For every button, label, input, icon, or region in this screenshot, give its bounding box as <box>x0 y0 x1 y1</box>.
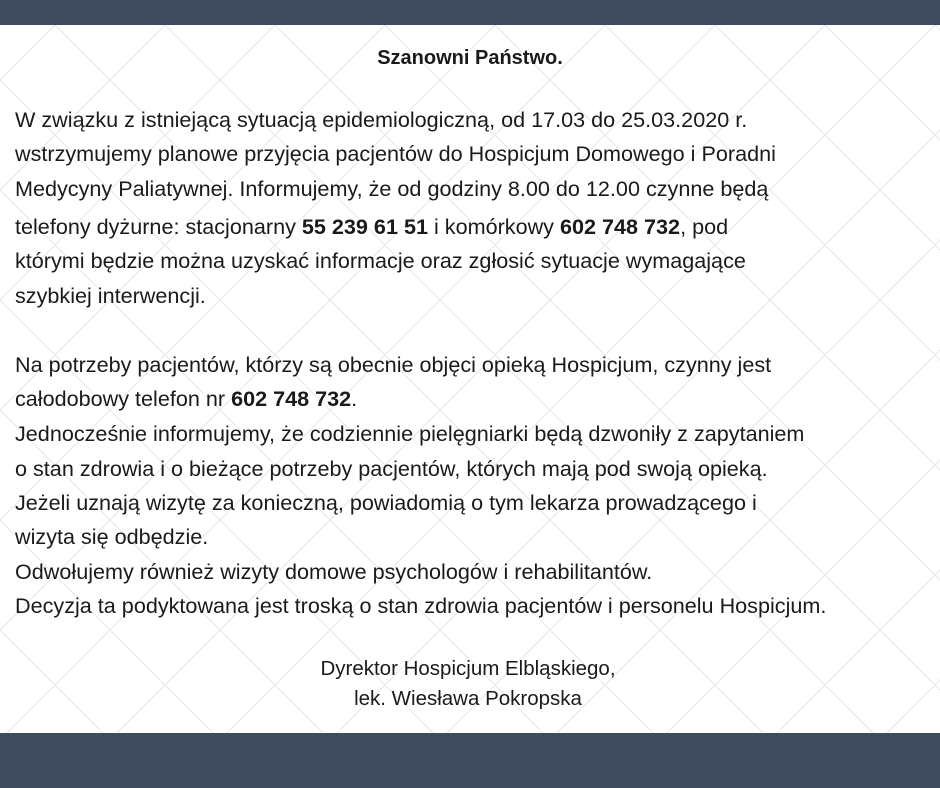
round-the-clock-period: . <box>351 386 358 411</box>
paragraph-2-line-2 <box>15 385 357 413</box>
paragraph-1-line-2: wstrzymujemy planowe przyjęcia pacjentów do Hospicjum Domowego i Poradni <box>15 141 776 166</box>
paragraph-2-line-4: o stan zdrowia i o bieżące potrzeby pacjentów, których mają pod swoją opieką. <box>15 456 768 481</box>
paragraph-1-line-6: szybkiej interwencji. <box>15 283 206 308</box>
paragraph-2-line-6: wizyta się odbędzie. <box>15 524 209 549</box>
bottom-banner-bar <box>0 733 940 788</box>
round-the-clock-phone-number: 602 748 732 <box>231 386 352 411</box>
notice-content <box>0 25 940 733</box>
paragraph-2-line-8: Decyzja ta podyktowana jest troską o stan zdrowia pacjentów i personelu Hospicjum. <box>15 593 827 618</box>
paragraph-2-line-5: Jeżeli uznają wizytę za konieczną, powiadomią o tym lekarza prowadzącego i <box>15 490 757 515</box>
mobile-phone-number: 602 748 732 <box>559 214 681 239</box>
notice-title: Szanowni Państwo. <box>377 47 563 69</box>
paragraph-1-line-4 <box>15 213 728 241</box>
mobile-intro-text: i komórkowy <box>427 214 560 239</box>
phones-outro-text: , pod <box>680 214 729 239</box>
landline-phone-number: 55 239 61 51 <box>301 214 428 239</box>
paragraph-2-line-3: Jednocześnie informujemy, że codziennie pielęgniarki będą dzwoniły z zapytaniem <box>15 421 805 446</box>
signature-name: lek. Wiesława Pokropska <box>354 687 582 710</box>
paragraph-1-line-5: którymi będzie można uzyskać informacje oraz zgłosić sytuacje wymagające <box>15 248 746 273</box>
paragraph-2-line-7: Odwołujemy również wizyty domowe psychologów i rehabilitantów. <box>15 559 653 584</box>
round-the-clock-intro-text: całodobowy telefon nr <box>15 386 232 411</box>
paragraph-2-line-1: Na potrzeby pacjentów, którzy są obecnie objęci opieką Hospicjum, czynny jest <box>15 352 772 377</box>
top-banner-bar <box>0 0 940 25</box>
paragraph-1-line-1: W związku z istniejącą sytuacją epidemiologiczną, od 17.03 do 25.03.2020 r. <box>15 107 748 132</box>
signature-title: Dyrektor Hospicjum Elbląskiego, <box>320 657 616 680</box>
paragraph-1-line-3: Medycyny Paliatywnej. Informujemy, że od godziny 8.00 do 12.00 czynne będą <box>15 176 769 201</box>
phones-intro-text: telefony dyżurne: stacjonarny <box>15 214 302 239</box>
